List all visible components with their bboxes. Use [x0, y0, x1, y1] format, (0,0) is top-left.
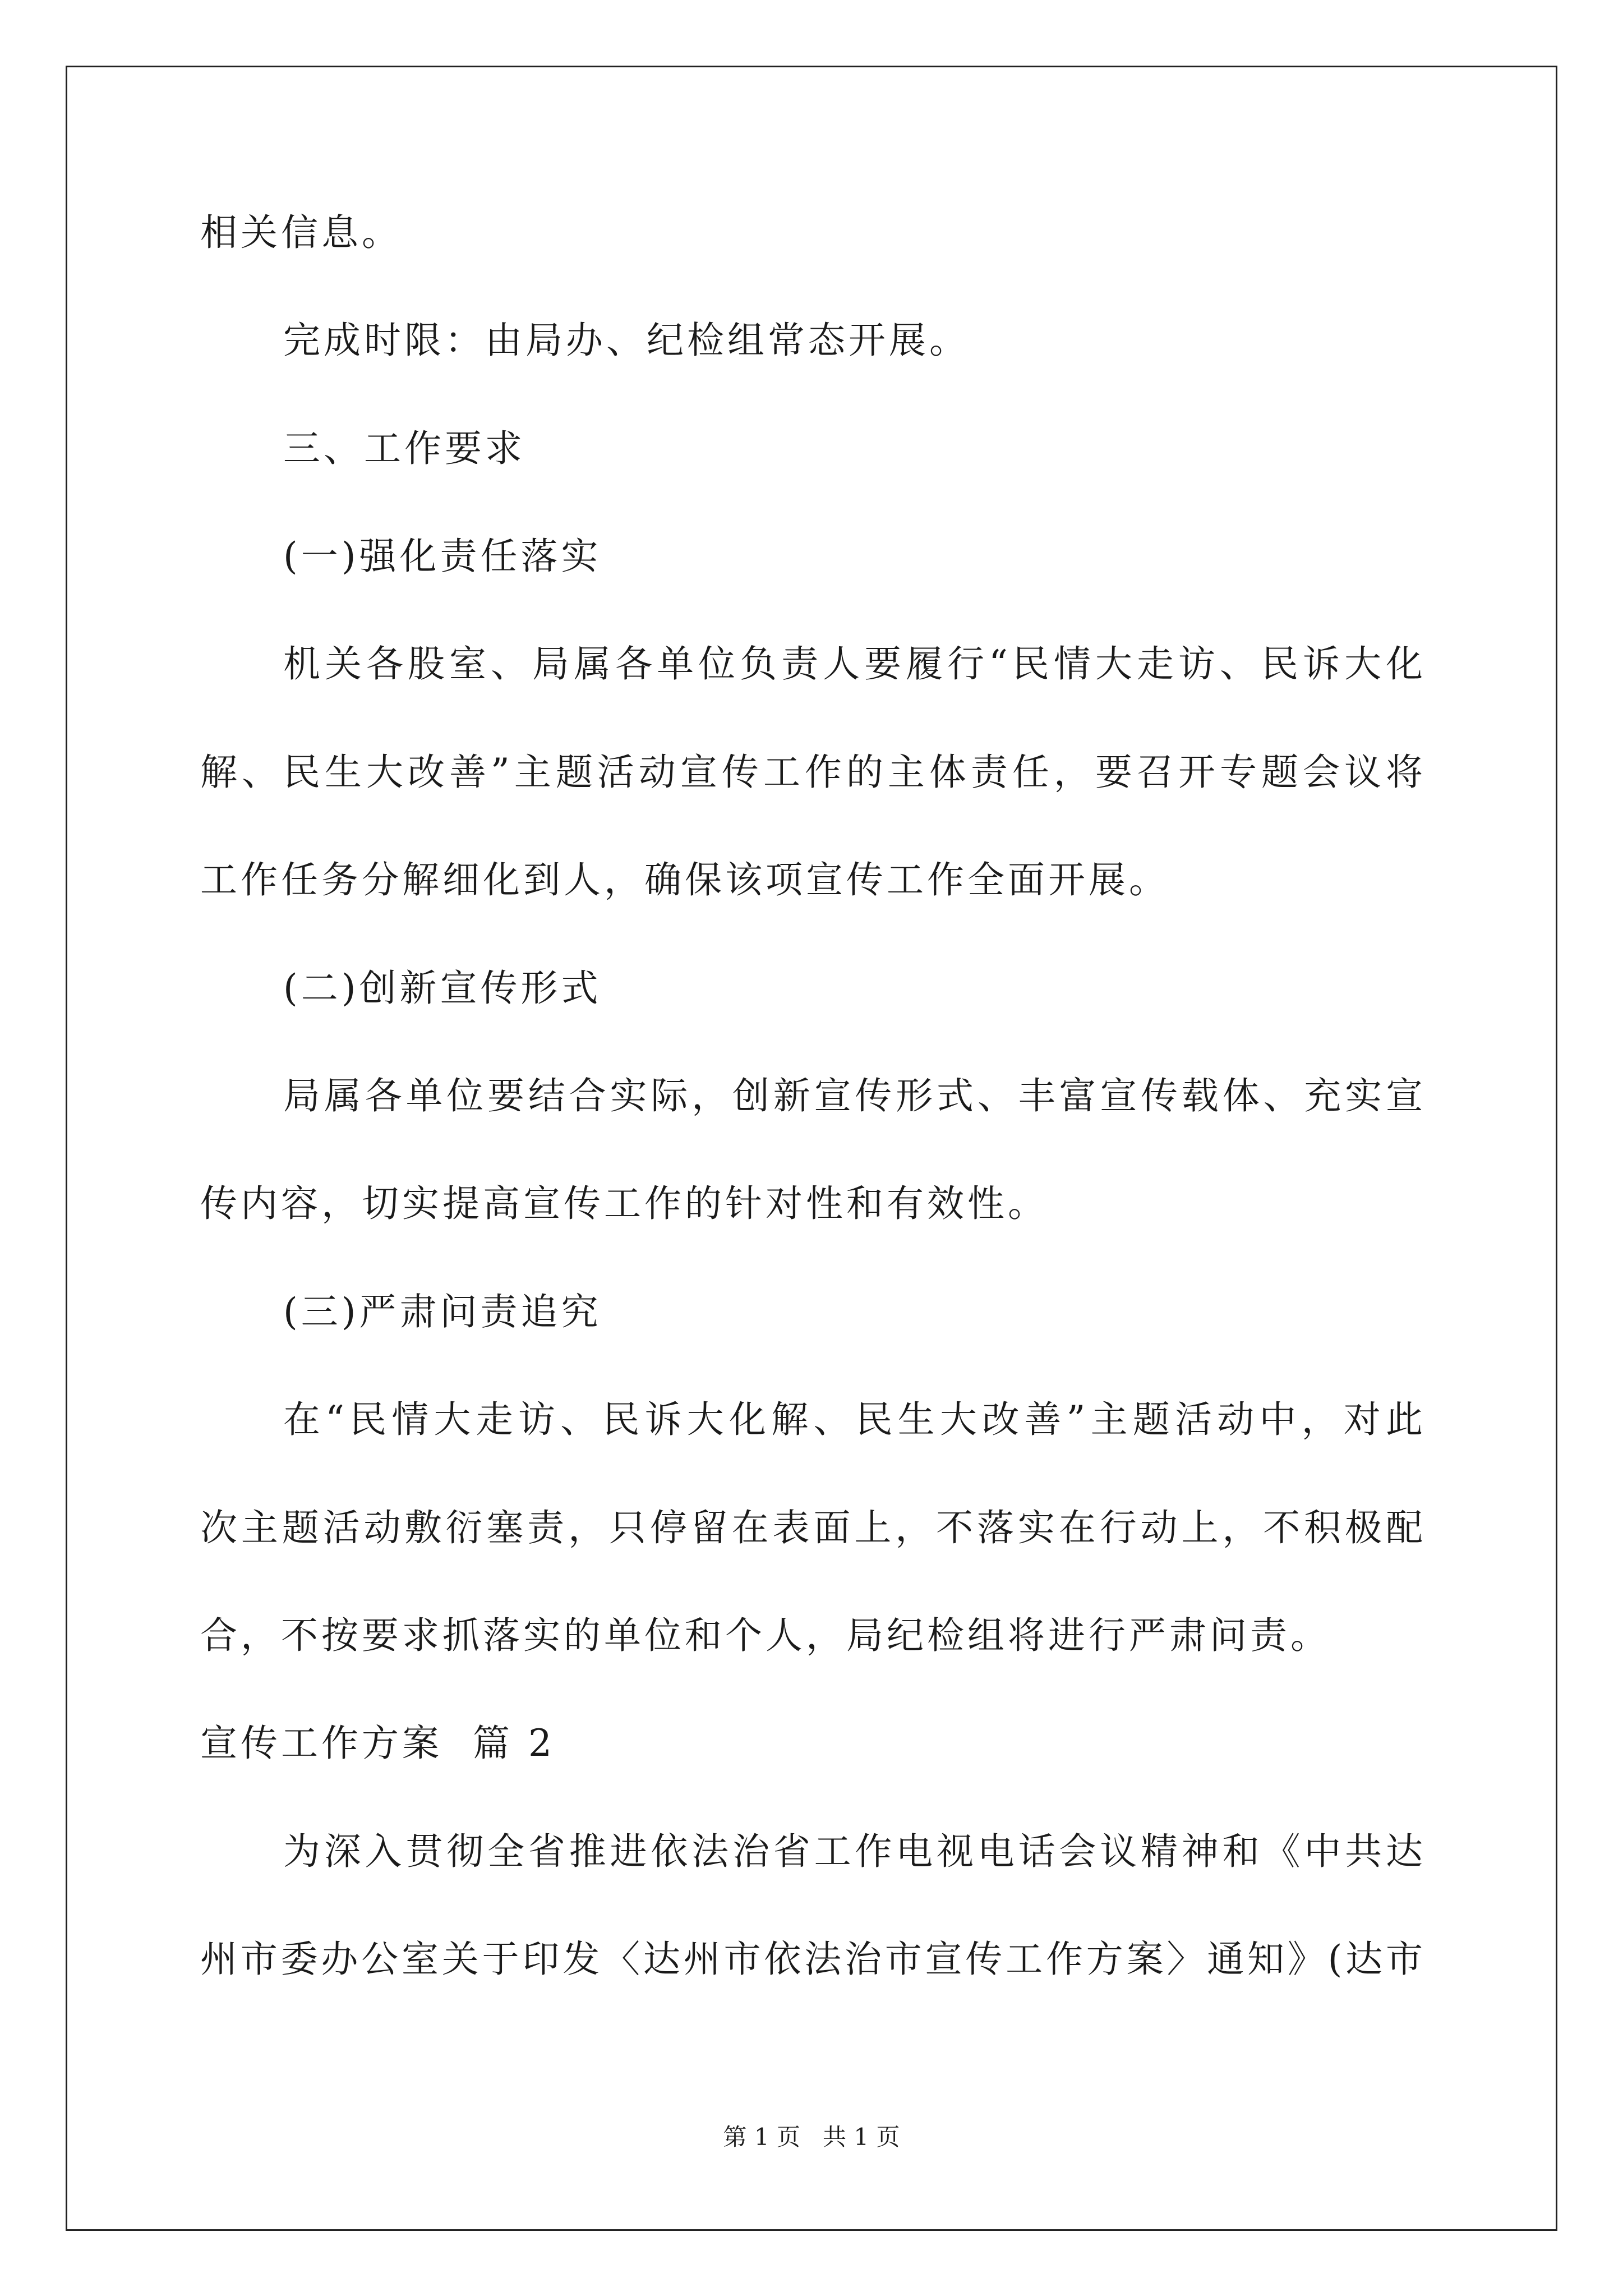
subsection-heading: (一)强化责任落实: [283, 535, 602, 578]
document-title: 宣传工作方案 篇 2: [200, 1722, 555, 1765]
paragraph-line: 州市委办公室关于印发〈达州市依法治市宣传工作方案〉通知》(达市: [200, 1938, 1423, 1981]
subsection-heading: (二)创新宣传形式: [283, 967, 602, 1010]
paragraph-line: 局属各单位要结合实际，创新宣传形式、丰富宣传载体、充实宣: [283, 1074, 1423, 1117]
paragraph-line: 为深入贯彻全省推进依法治省工作电视电话会议精神和《中共达: [283, 1830, 1423, 1873]
page-border: [66, 66, 1557, 2231]
paragraph-line: 合，不按要求抓落实的单位和个人，局纪检组将进行严肃问责。: [200, 1614, 1331, 1657]
page-footer: 第 1 页 共 1 页: [723, 2123, 900, 2151]
section-heading: 三、工作要求: [283, 427, 525, 470]
paragraph-line: 完成时限：由局办、纪检组常态开展。: [283, 319, 970, 362]
paragraph-line: 次主题活动敷衍塞责，只停留在表面上，不落实在行动上，不积极配: [200, 1506, 1423, 1549]
paragraph-line: 机关各股室、局属各单位负责人要履行“民情大走访、民诉大化: [283, 642, 1423, 685]
subsection-heading: (三)严肃问责追究: [283, 1290, 602, 1333]
paragraph-line: 相关信息。: [200, 211, 402, 254]
paragraph-line: 工作任务分解细化到人，确保该项宣传工作全面开展。: [200, 858, 1169, 901]
paragraph-line: 传内容，切实提高宣传工作的针对性和有效性。: [200, 1182, 1048, 1225]
paragraph-line: 解、民生大改善”主题活动宣传工作的主体责任，要召开专题会议将: [200, 751, 1423, 794]
paragraph-line: 在“民情大走访、民诉大化解、民生大改善”主题活动中，对此: [283, 1398, 1423, 1441]
